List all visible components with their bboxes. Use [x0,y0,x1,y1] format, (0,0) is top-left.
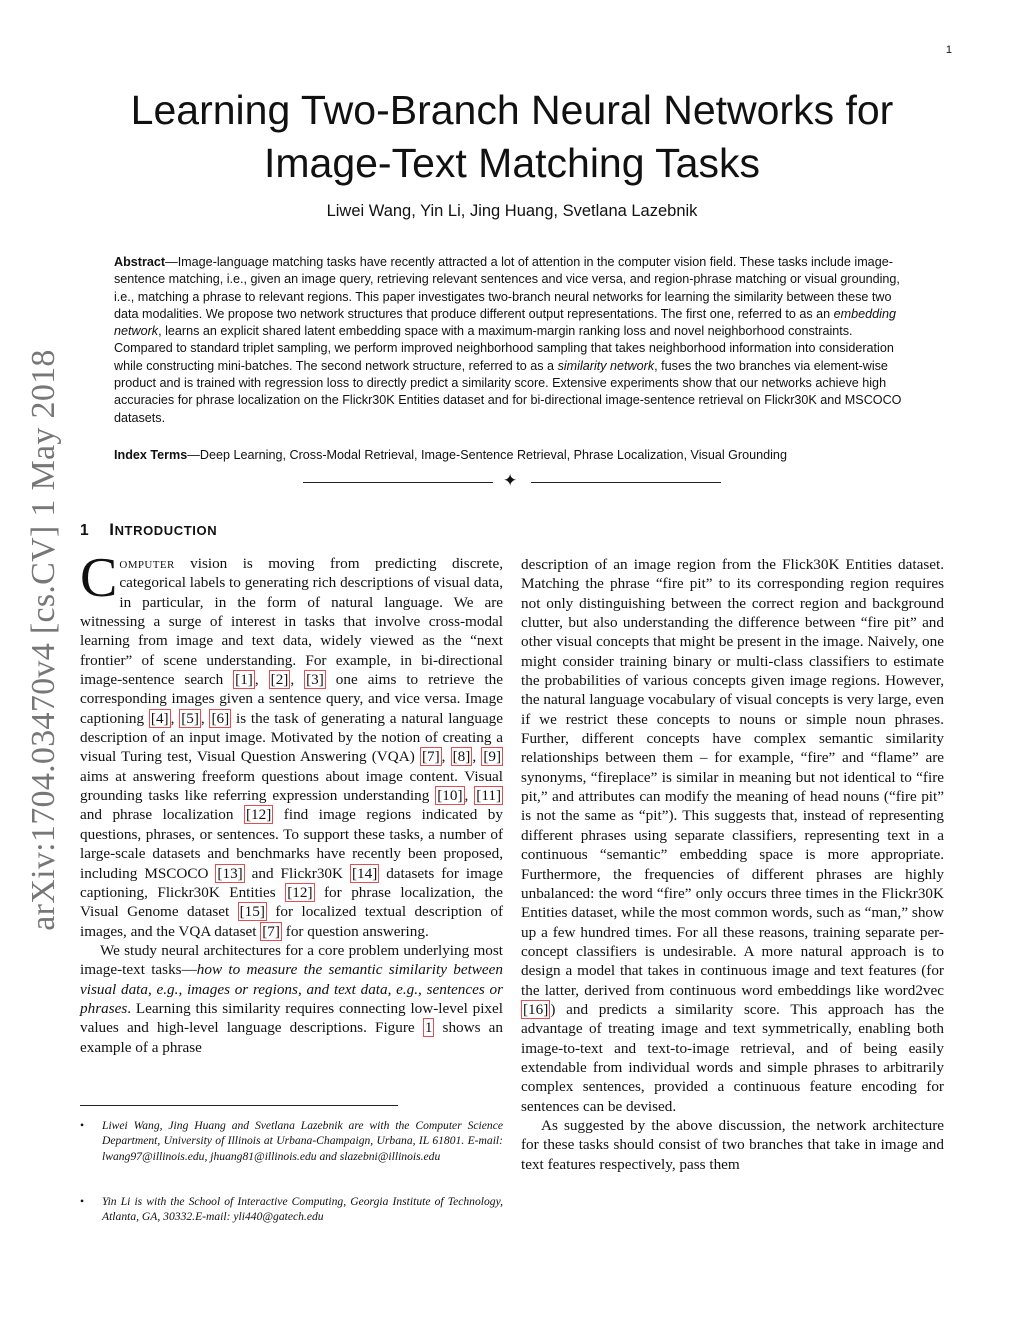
text-run: vision is moving from predicting discrete, categorical labels to generating rich descriptions of visual data, in particular, in the form of natural language. We are witnessing a surge of interest in tasks that involve cross-modal learning from image and text data, widely viewed as the “next frontier” of scene understanding. For example, in bi-directional image-sentence search [80,555,503,689]
right-paragraph-1 [521,555,944,1116]
abstract-text-2: , learns an explicit shared latent embedding space with a maximum-margin ranking loss and novel neighborhood constraints. Compared to standard triplet sampling, we perform improved neighborhood sampling that takes neighborhood information into consideration while constructing mini-batches. The second network structure, referred to as a [114,324,894,373]
abstract-em-2: similarity network [557,358,655,373]
abstract-text-1: —Image-language matching tasks have recently attracted a lot of attention in the computer vision field. These tasks include image-sentence matching, i.e., given an image query, retrieving relevant sentences and vice versa, and region-phrase matching or visual grounding, i.e., matching a phrase to relevant regions. This paper investigates two-branch neural networks for learning the similarity between these two data modalities. We propose two network structures that produce different output representations. The first one, referred to as an [114,255,900,321]
drop-cap: C [80,547,118,609]
emphasis-run: how to measure the semantic similarity between visual data, e.g., images or regions, and text data, e.g., sentences or phrases [80,961,503,1017]
citation-link[interactable]: [7] [421,748,440,766]
footnote-1-text: Liwei Wang, Jing Huang and Svetlana Lazebnik are with the Computer Science Department, University of Illinois at Urbana-Champaign, Urbana, IL 61801. E-mail: lwang97@illinois.edu, jhuang81@illinois.edu and slazebni@illinois.edu [102,1119,503,1163]
arxiv-stamp-text: arXiv:1704.03470v4 [cs.CV] 1 May 2018 [25,349,62,931]
figure-link[interactable]: 1 [424,1019,433,1037]
paper-title [110,84,914,190]
citation-link[interactable]: [5] [181,709,199,727]
text-run: datasets for image captioning, Flickr30K Entities [80,864,504,901]
text-run: and Flickr30K [244,864,350,882]
index-terms-text: —Deep Learning, Cross-Modal Retrieval, Image-Sentence Retrieval, Phrase Localization, Visual Grounding [187,448,787,462]
citation-link[interactable]: [3] [306,671,324,689]
text-run: and phrase localization [80,806,244,824]
bullet-icon: • [80,1195,85,1208]
abstract-text-3: , fuses the two branches via element-wise product and is trained with regression loss to directly predict a similarity score. Extensive experiments show that our networks achieve high accuracies for phrase localization on the Flickr30K Entities dataset and for bi-directional image-sentence retrieval on Flickr30K and MSCOCO datasets. [114,358,902,425]
text-run: aims at answering freeform questions about image content. Visual grounding tasks like referring expression understanding [80,767,503,805]
index-terms [114,447,912,464]
right-column [521,555,944,1174]
citation-link[interactable]: [13] [217,864,243,882]
intro-smallcaps: omputer [119,555,175,572]
abstract-label: Abstract [114,255,166,269]
section-heading [80,520,217,540]
arxiv-stamp [14,350,74,930]
citation-link[interactable]: [14] [351,864,378,882]
separator-rule-left [303,482,493,483]
citation-link[interactable]: [12] [287,883,313,901]
footnote-2 [80,1194,503,1225]
text-run: . Learning this similarity requires connecting low-level pixel values and high-level language descriptions. Figure [80,999,503,1037]
citation-link[interactable]: [15] [239,903,265,921]
citation-link[interactable]: [6] [211,709,230,727]
index-terms-label: Index Terms [114,448,188,462]
citation-link[interactable]: [8] [452,748,471,766]
citation-link[interactable]: [2] [270,671,289,689]
citation-link[interactable]: [16] [523,1000,549,1018]
text-run: for localized textual description of images, and the VQA dataset [80,903,504,940]
citation-link[interactable]: [1] [235,671,253,689]
text-run: is the task of generating a natural language description of an input image. Motivated by the notion of creating a visual Turing test, Visual Question Answering (VQA) [80,709,504,766]
intro-paragraph-2 [80,941,503,1057]
citation-link[interactable]: [10] [437,787,463,805]
section-number: 1 [80,522,90,539]
separator-rule-right [531,482,721,483]
right-paragraph-2: As suggested by the above discussion, the network architecture for these tasks should consist of two branches that take in image and text features respectively, pass them [521,1116,944,1173]
text-run: find image regions indicated by questions, phrases, or sentences. To support these tasks, a number of large-scale datasets and benchmarks have recently been proposed, including MSCOCO [80,806,503,882]
text-run: We study neural architectures for a core problem underlying most image-text tasks— [80,941,503,979]
text-run: shows an example of a phrase [80,1019,503,1056]
page-number: 1 [945,44,952,56]
citation-link[interactable]: [12] [245,806,272,824]
citation-link[interactable]: [9] [483,748,502,766]
authors: Liwei Wang, Yin Li, Jing Huang, Svetlana Lazebnik [326,202,698,220]
abstract-em-1: embedding network [114,306,896,339]
left-column [80,547,504,1057]
text-run: for phrase localization, the Visual Genome dataset [80,883,503,921]
separator-diamond-icon: ✦ [503,471,518,490]
section-title-rest: NTRODUCTION [114,523,218,538]
text-run: description of an image region from the Flick30K Entities dataset. Matching the phrase “fire pit” to its corresponding region requires not only distinguishing between the correct region and background clutter, but also understanding the difference between “fire pit” and other visual concepts that might be present in the image. Naively, one might consider training binary or multi-class classifiers to estimate the probabilities of various concepts given image regions. However, the natural language vocabulary of visual concepts is very large, even if we restrict these concepts to nouns or simple noun phrases. Further, different concepts have complex semantic similarity relationships between them – for example, “fire” and “flame” are synonyms, “fireplace” is similar in meaning but not identical to “fire pit,” and attributes can modify the meaning of head nouns (“fire pit” is not the same as “pit”). This suggests that, instead of representing different phrases using separate classifiers, representing text in a continuous “semantic” embedding space is more appropriate. Furthermore, the frequencies of different phrases are highly unbalanced: the word “fire” only occurs three times in the Flickr30K Entities dataset, while the most common words, such as “man,” show up a few hundred times. For all these reasons, training separate per-concept classifiers is undesirable. A more natural approach is to design a model that takes in continuous image and text features (for the latter, derived from continuous word embeddings like word2vec [521,556,944,999]
footnote-2-text: Yin Li is with the School of Interactive Computing, Georgia Institute of Technology, Atlanta, GA, 30332.E-mail: yli440@gatech.edu [102,1195,503,1224]
footnote-rule [80,1105,398,1106]
footnote-1 [80,1118,503,1164]
text-run: one aims to retrieve the corresponding images given a sentence query, and vice versa. Image captioning [80,671,504,727]
citation-link[interactable]: [4] [150,709,169,727]
text-run: ) and predicts a similarity score. This approach has the advantage of treating image and text symmetrically, enabling both image-to-text and text-to-image retrieval, and of being easily extendable from individual words and simple phrases to arbitrarily complex sentences, provided a continuous feature encoding for sentences can be devised. [521,1000,944,1115]
citation-link[interactable]: [7] [262,922,280,940]
intro-paragraph-1: Computer vision is moving from predicting discrete, categorical labels to generating rich descriptions of visual data, in particular, in the form of natural language. We are witnessing a surge of interest in tasks that involve cross-modal learning from image and text data, widely viewed as the “next frontier” of scene understanding. For example, in bi-directional image-sentence search [1] , [2] , [3] one aims to retrieve the corresponding images given a sentence query, and vice versa. Image captioning [4] , [5] , [6] is the task of generating a natural language description of an input image. Motivated by the notion of creating a visual Turing test, Visual Question Answering (VQA) [7] , [8] , [9] aims at answering freeform questions about image content. Visual grounding tasks like referring expression understanding [10] , [11] and phrase localization [12] find image regions indicated by questions, phrases, or sentences. To support these tasks, a number of large-scale datasets and benchmarks have recently been proposed, including MSCOCO [13] and Flickr30K [14] datasets for image captioning, Flickr30K Entities [12] for phrase localization, the Visual Genome dataset [15] for localized textual description of images, and the VQA dataset [7] for question answering. [80,547,504,940]
title-line-1: Learning Two-Branch Neural Networks for [130,87,894,133]
text-run: for question answering. [281,922,429,940]
title-line-2: Image-Text Matching Tasks [263,140,760,186]
citation-link[interactable]: [11] [476,787,502,805]
section-title-first: I [109,520,115,539]
bullet-icon: • [80,1119,85,1132]
abstract [114,254,912,427]
